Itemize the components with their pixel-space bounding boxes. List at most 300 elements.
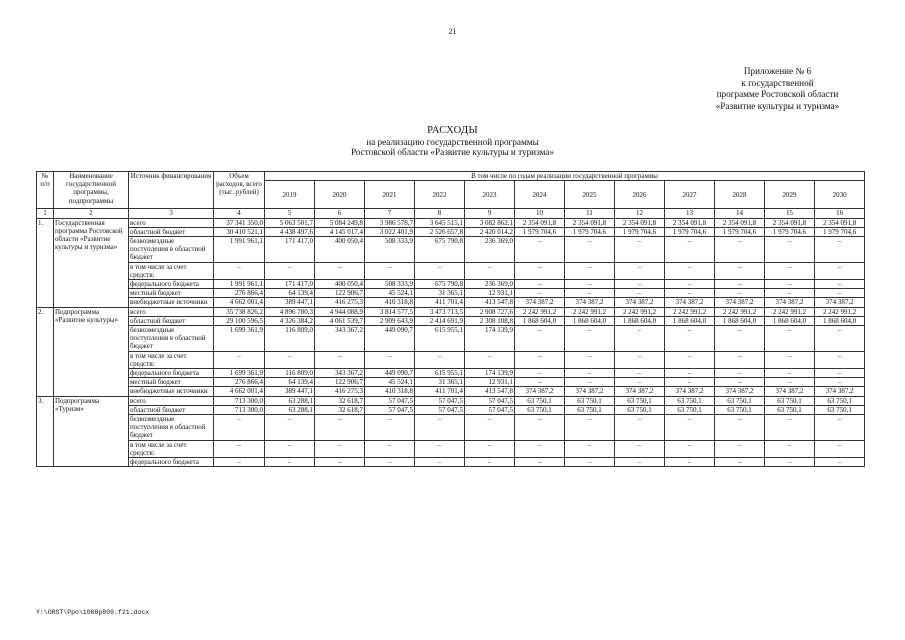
table-row — [37, 289, 865, 298]
value-cell: 374 387,2 — [515, 298, 565, 307]
value-cell: – — [815, 440, 865, 457]
value-cell: 4 145 017,4 — [315, 227, 365, 236]
table-row — [37, 262, 865, 279]
value-cell: – — [415, 457, 465, 466]
value-cell: – — [765, 414, 815, 440]
value-cell: 57 047,5 — [365, 396, 415, 405]
value-cell: – — [615, 457, 665, 466]
year-header: 2020 — [315, 181, 365, 209]
value-cell: – — [815, 351, 865, 368]
value-cell: – — [565, 378, 615, 387]
value-cell: – — [465, 457, 515, 466]
header-years-caption: В том числе по годам реализации государственной программы — [265, 172, 865, 181]
funding-source: всего — [129, 307, 214, 316]
value-cell: 389 447,1 — [265, 298, 315, 307]
value-cell: 32 618,7 — [315, 405, 365, 414]
value-cell: 2 354 091,8 — [615, 218, 665, 227]
table-row — [37, 227, 865, 236]
table-row — [37, 378, 865, 387]
value-cell: – — [515, 325, 565, 351]
value-cell: 2 414 691,9 — [415, 316, 465, 325]
value-cell: – — [715, 236, 765, 262]
value-cell: 374 387,2 — [615, 298, 665, 307]
value-cell: – — [315, 351, 365, 368]
value-cell: 4 326 384,2 — [265, 316, 315, 325]
table-row — [37, 279, 865, 288]
value-cell: 4 662 001,4 — [214, 298, 265, 307]
table-row — [37, 316, 865, 325]
funding-source: в том числе за счет средств: — [129, 351, 214, 368]
value-cell: 63 750,1 — [565, 405, 615, 414]
value-cell: 713 300,0 — [214, 405, 265, 414]
value-cell: 57 047,5 — [415, 405, 465, 414]
value-cell: 416 275,3 — [315, 387, 365, 396]
value-cell: 63 750,1 — [515, 405, 565, 414]
value-cell: 2 242 991,2 — [665, 307, 715, 316]
title-line: на реализацию государственной программы — [366, 136, 539, 147]
value-cell: – — [565, 325, 615, 351]
value-cell: 122 906,7 — [315, 378, 365, 387]
value-cell: 3 645 515,1 — [415, 218, 465, 227]
value-cell: – — [815, 325, 865, 351]
value-cell: 2 354 091,8 — [715, 218, 765, 227]
column-number: 10 — [515, 209, 565, 219]
value-cell: – — [465, 440, 515, 457]
column-number: 6 — [315, 209, 365, 219]
value-cell: – — [765, 368, 815, 377]
value-cell: – — [815, 279, 865, 288]
value-cell: 389 447,1 — [265, 387, 315, 396]
column-number: 2 — [54, 209, 129, 219]
value-cell: 63 750,1 — [715, 396, 765, 405]
funding-source: областной бюджет — [129, 405, 214, 414]
column-number: 7 — [365, 209, 415, 219]
value-cell: – — [515, 414, 565, 440]
value-cell: – — [214, 414, 265, 440]
value-cell: 57 047,5 — [415, 396, 465, 405]
funding-source: внебюджетные источники — [129, 387, 214, 396]
value-cell: – — [715, 289, 765, 298]
page-number: 21 — [448, 27, 457, 36]
value-cell: – — [465, 351, 515, 368]
value-cell: 2 242 991,2 — [565, 307, 615, 316]
value-cell: 449 090,7 — [365, 325, 415, 351]
value-cell: 2 526 657,8 — [415, 227, 465, 236]
value-cell: – — [715, 378, 765, 387]
value-cell: – — [565, 368, 615, 377]
section-name: Государственная программа Ростовской области «Развитие культуры и туризма» — [54, 218, 129, 307]
value-cell: – — [315, 414, 365, 440]
value-cell: – — [665, 414, 715, 440]
value-cell: 615 955,1 — [415, 368, 465, 377]
value-cell: – — [665, 457, 715, 466]
year-header: 2028 — [715, 181, 765, 209]
value-cell: 12 931,1 — [465, 289, 515, 298]
column-number: 14 — [715, 209, 765, 219]
value-cell: 31 365,1 — [415, 289, 465, 298]
year-header: 2024 — [515, 181, 565, 209]
value-cell: – — [615, 414, 665, 440]
value-cell: 116 809,0 — [265, 325, 315, 351]
value-cell: 174 139,9 — [465, 325, 515, 351]
value-cell: 1 979 704,6 — [765, 227, 815, 236]
header-total: Объем расходов, всего (тыс. рублей) — [214, 172, 265, 209]
table-row — [37, 236, 865, 262]
value-cell: – — [615, 440, 665, 457]
value-cell: 1 699 361,9 — [214, 325, 265, 351]
column-number: 9 — [465, 209, 515, 219]
value-cell: 374 387,2 — [715, 387, 765, 396]
value-cell: 675 790,8 — [415, 236, 465, 262]
title-line: Ростовской области «Развитие культуры и туризма» — [350, 147, 555, 157]
value-cell: 1 979 704,6 — [515, 227, 565, 236]
value-cell: 4 438 497,6 — [265, 227, 315, 236]
section-number: 1. — [37, 218, 54, 307]
value-cell: – — [365, 440, 415, 457]
column-number: 16 — [815, 209, 865, 219]
value-cell: 1 868 604,0 — [765, 316, 815, 325]
table-row — [37, 457, 865, 466]
value-cell: – — [515, 289, 565, 298]
value-cell: 374 387,2 — [665, 387, 715, 396]
value-cell: 171 417,0 — [265, 279, 315, 288]
value-cell: – — [715, 414, 765, 440]
value-cell: – — [265, 262, 315, 279]
table-row — [37, 396, 865, 405]
value-cell: 413 547,8 — [465, 387, 515, 396]
year-header: 2021 — [365, 181, 415, 209]
value-cell: – — [715, 440, 765, 457]
value-cell: 63 750,1 — [615, 405, 665, 414]
value-cell: – — [665, 262, 715, 279]
value-cell: 374 387,2 — [565, 298, 615, 307]
value-cell: – — [765, 289, 815, 298]
funding-source: безвозмездные поступления в областной бюджет — [129, 236, 214, 262]
value-cell: – — [815, 368, 865, 377]
value-cell: 57 047,5 — [465, 396, 515, 405]
value-cell: – — [615, 289, 665, 298]
value-cell: 3 022 401,9 — [365, 227, 415, 236]
value-cell: 45 524,1 — [365, 289, 415, 298]
value-cell: – — [565, 236, 615, 262]
year-header: 2030 — [815, 181, 865, 209]
value-cell: – — [315, 440, 365, 457]
funding-source: областной бюджет — [129, 316, 214, 325]
value-cell: 57 047,5 — [465, 405, 515, 414]
value-cell: – — [265, 440, 315, 457]
value-cell: 2 354 091,8 — [515, 218, 565, 227]
file-path-footer: Y:\ORST\Ppo\1008p809.f21.docx — [36, 609, 150, 616]
value-cell: 2 354 091,8 — [665, 218, 715, 227]
value-cell: – — [365, 414, 415, 440]
year-header: 2025 — [565, 181, 615, 209]
value-cell: 2 354 091,8 — [565, 218, 615, 227]
value-cell: – — [715, 262, 765, 279]
value-cell: 30 410 521,1 — [214, 227, 265, 236]
value-cell: – — [515, 236, 565, 262]
value-cell: 411 701,4 — [415, 298, 465, 307]
table-row — [37, 440, 865, 457]
value-cell: 1 868 604,0 — [515, 316, 565, 325]
value-cell: 2 420 014,2 — [465, 227, 515, 236]
value-cell: 35 738 826,2 — [214, 307, 265, 316]
value-cell: 2 909 643,9 — [365, 316, 415, 325]
value-cell: – — [815, 236, 865, 262]
value-cell: 2 354 091,8 — [815, 218, 865, 227]
funding-source: в том числе за счет средств: — [129, 262, 214, 279]
value-cell: – — [315, 262, 365, 279]
value-cell: 374 387,2 — [815, 387, 865, 396]
value-cell: – — [715, 325, 765, 351]
column-number: 4 — [214, 209, 265, 219]
value-cell: 63 750,1 — [765, 396, 815, 405]
column-number: 13 — [665, 209, 715, 219]
value-cell: – — [615, 351, 665, 368]
value-cell: 174 139,9 — [465, 368, 515, 377]
value-cell: – — [715, 351, 765, 368]
value-cell: – — [515, 440, 565, 457]
value-cell: – — [415, 414, 465, 440]
annex-line: Приложение № 6 — [743, 66, 812, 76]
value-cell: 343 367,2 — [315, 368, 365, 377]
value-cell: 276 866,4 — [214, 289, 265, 298]
table-row — [37, 298, 865, 307]
value-cell: 615 955,1 — [415, 325, 465, 351]
year-header: 2019 — [265, 181, 315, 209]
value-cell: – — [765, 279, 815, 288]
annex-line: «Развитие культуры и туризма» — [715, 100, 840, 111]
value-cell: 374 387,2 — [515, 387, 565, 396]
value-cell: – — [565, 279, 615, 288]
funding-source: федерального бюджета — [129, 457, 214, 466]
value-cell: 374 387,2 — [765, 387, 815, 396]
value-cell: – — [815, 378, 865, 387]
value-cell: – — [615, 368, 665, 377]
value-cell: 1 868 604,0 — [665, 316, 715, 325]
value-cell: 1 699 361,9 — [214, 368, 265, 377]
value-cell: – — [214, 262, 265, 279]
value-cell: – — [665, 351, 715, 368]
value-cell: 374 387,2 — [615, 387, 665, 396]
value-cell: 29 100 596,5 — [214, 316, 265, 325]
value-cell: – — [565, 262, 615, 279]
value-cell: – — [665, 378, 715, 387]
value-cell: 508 333,9 — [365, 279, 415, 288]
value-cell: – — [665, 440, 715, 457]
value-cell: 1 868 604,0 — [615, 316, 665, 325]
table-row — [37, 368, 865, 377]
value-cell: 45 524,1 — [365, 378, 415, 387]
value-cell: 2 242 991,2 — [715, 307, 765, 316]
funding-source: местный бюджет — [129, 378, 214, 387]
header-source: Источник финансирования — [129, 172, 214, 209]
value-cell: 2 242 991,2 — [515, 307, 565, 316]
value-cell: – — [515, 368, 565, 377]
value-cell: 449 090,7 — [365, 368, 415, 377]
value-cell: – — [315, 457, 365, 466]
value-cell: 63 288,1 — [265, 396, 315, 405]
value-cell: 2 908 727,6 — [465, 307, 515, 316]
value-cell: 1 868 604,0 — [565, 316, 615, 325]
year-header: 2023 — [465, 181, 515, 209]
value-cell: 1 991 961,1 — [214, 279, 265, 288]
value-cell: 63 750,1 — [715, 405, 765, 414]
value-cell: – — [815, 457, 865, 466]
value-cell: – — [615, 262, 665, 279]
annex-header — [690, 66, 865, 112]
value-cell: 63 750,1 — [665, 396, 715, 405]
value-cell: – — [665, 236, 715, 262]
value-cell: 410 318,8 — [365, 298, 415, 307]
year-header: 2026 — [615, 181, 665, 209]
document-title — [0, 126, 905, 158]
value-cell: 3 473 713,5 — [415, 307, 465, 316]
value-cell: 4 061 539,7 — [315, 316, 365, 325]
value-cell: 5 084 249,8 — [315, 218, 365, 227]
value-cell: 63 750,1 — [665, 405, 715, 414]
value-cell: 236 369,0 — [465, 236, 515, 262]
value-cell: 4 944 088,9 — [315, 307, 365, 316]
value-cell: 2 242 991,2 — [615, 307, 665, 316]
table-row — [37, 325, 865, 351]
value-cell: 2 354 091,8 — [765, 218, 815, 227]
value-cell: 410 318,8 — [365, 387, 415, 396]
value-cell: – — [214, 440, 265, 457]
value-cell: – — [214, 457, 265, 466]
value-cell: – — [615, 325, 665, 351]
value-cell: 1 868 604,0 — [715, 316, 765, 325]
year-header: 2022 — [415, 181, 465, 209]
value-cell: 276 866,4 — [214, 378, 265, 387]
value-cell: – — [615, 279, 665, 288]
funding-source: федерального бюджета — [129, 279, 214, 288]
expenses-table — [36, 171, 865, 467]
value-cell: – — [515, 351, 565, 368]
column-number-row — [37, 209, 865, 219]
value-cell: – — [214, 351, 265, 368]
value-cell: 374 387,2 — [665, 298, 715, 307]
value-cell: – — [365, 457, 415, 466]
table-row — [37, 405, 865, 414]
value-cell: – — [715, 279, 765, 288]
value-cell: – — [465, 262, 515, 279]
value-cell: 374 387,2 — [565, 387, 615, 396]
value-cell: – — [515, 279, 565, 288]
value-cell: – — [765, 325, 815, 351]
value-cell: 1 979 704,6 — [565, 227, 615, 236]
value-cell: – — [765, 440, 815, 457]
value-cell: 400 050,4 — [315, 236, 365, 262]
column-number: 1 — [37, 209, 54, 219]
table-row — [37, 218, 865, 227]
value-cell: – — [665, 289, 715, 298]
value-cell: 63 288,1 — [265, 405, 315, 414]
value-cell: – — [765, 262, 815, 279]
value-cell: – — [615, 378, 665, 387]
value-cell: 4 662 001,4 — [214, 387, 265, 396]
value-cell: 2 242 991,2 — [815, 307, 865, 316]
value-cell: 374 387,2 — [815, 298, 865, 307]
value-cell: 63 750,1 — [565, 396, 615, 405]
value-cell: 63 750,1 — [765, 405, 815, 414]
value-cell: 37 341 350,0 — [214, 218, 265, 227]
value-cell: – — [265, 414, 315, 440]
value-cell: – — [515, 378, 565, 387]
funding-source: федерального бюджета — [129, 368, 214, 377]
value-cell: – — [665, 325, 715, 351]
value-cell: – — [565, 457, 615, 466]
value-cell: 1 979 704,6 — [665, 227, 715, 236]
value-cell: – — [715, 457, 765, 466]
annex-line: программе Ростовской области — [716, 89, 839, 99]
value-cell: – — [715, 368, 765, 377]
value-cell: 63 750,1 — [815, 405, 865, 414]
value-cell: 675 790,8 — [415, 279, 465, 288]
year-header: 2027 — [665, 181, 715, 209]
value-cell: 1 979 704,6 — [715, 227, 765, 236]
value-cell: 64 139,4 — [265, 378, 315, 387]
value-cell: – — [265, 457, 315, 466]
value-cell: – — [815, 262, 865, 279]
table-row — [37, 387, 865, 396]
value-cell: 63 750,1 — [515, 396, 565, 405]
value-cell: 2 308 108,8 — [465, 316, 515, 325]
value-cell: – — [765, 457, 815, 466]
value-cell: – — [515, 262, 565, 279]
table-row — [37, 414, 865, 440]
value-cell: 3 986 578,7 — [365, 218, 415, 227]
value-cell: – — [265, 351, 315, 368]
value-cell: 63 750,1 — [615, 396, 665, 405]
value-cell: 116 809,0 — [265, 368, 315, 377]
value-cell: – — [565, 440, 615, 457]
value-cell: – — [415, 351, 465, 368]
value-cell: – — [765, 236, 815, 262]
value-cell: – — [465, 414, 515, 440]
value-cell: 343 367,2 — [315, 325, 365, 351]
value-cell: – — [565, 414, 615, 440]
value-cell: 57 047,5 — [365, 405, 415, 414]
funding-source: всего — [129, 396, 214, 405]
column-number: 15 — [765, 209, 815, 219]
funding-source: местный бюджет — [129, 289, 214, 298]
value-cell: – — [415, 440, 465, 457]
value-cell: 4 896 780,3 — [265, 307, 315, 316]
header-name: Наименование государственной программы, подпрограммы — [54, 172, 129, 209]
column-number: 11 — [565, 209, 615, 219]
value-cell: – — [665, 368, 715, 377]
funding-source: в том числе за счет средств: — [129, 440, 214, 457]
value-cell: 32 618,7 — [315, 396, 365, 405]
value-cell: 1 979 704,6 — [615, 227, 665, 236]
column-number: 8 — [415, 209, 465, 219]
value-cell: 63 750,1 — [815, 396, 865, 405]
value-cell: 122 906,7 — [315, 289, 365, 298]
value-cell: 64 139,4 — [265, 289, 315, 298]
title-line: РАСХОДЫ — [427, 125, 478, 136]
value-cell: – — [415, 262, 465, 279]
annex-line: к государственной — [741, 77, 814, 88]
value-cell: 413 547,8 — [465, 298, 515, 307]
value-cell: 416 275,3 — [315, 298, 365, 307]
table-row — [37, 351, 865, 368]
section-number: 3. — [37, 396, 54, 467]
value-cell: – — [765, 378, 815, 387]
value-cell: 2 242 991,2 — [765, 307, 815, 316]
value-cell: 713 300,0 — [214, 396, 265, 405]
header-num: № п/п — [37, 172, 54, 209]
value-cell: 1 979 704,6 — [815, 227, 865, 236]
